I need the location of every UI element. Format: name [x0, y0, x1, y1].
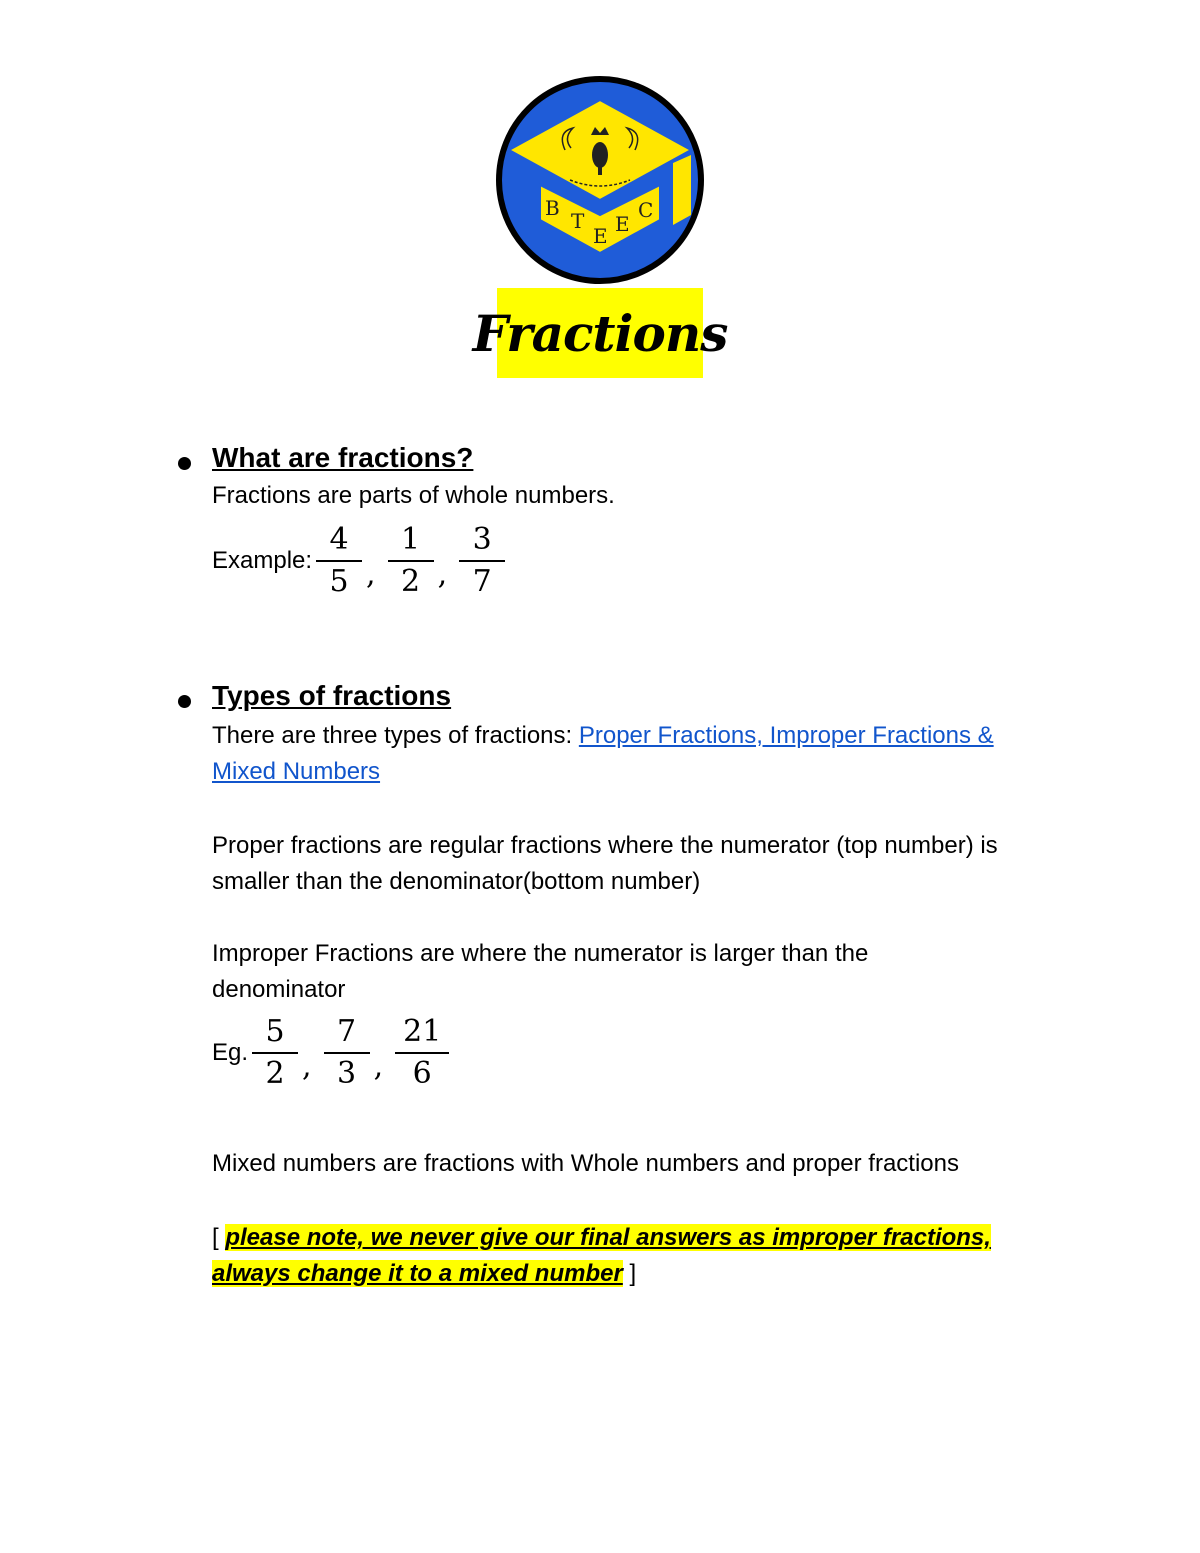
eg-label: Eg.: [212, 1039, 249, 1066]
note-close-bracket: ]: [622, 1260, 637, 1287]
improper-fractions-text: Improper Fractions are where the numerator is larger than the denominator: [212, 940, 869, 1003]
fraction: [252, 1012, 298, 1094]
section-intro-types: [212, 718, 1002, 790]
denominator: 6: [412, 1056, 432, 1091]
fraction: [316, 520, 362, 602]
section-heading-what: What are fractions?: [212, 442, 474, 473]
example-fractions: [212, 520, 505, 602]
numerator: 21: [395, 1012, 449, 1054]
intro-text: There are three types of fractions:: [212, 722, 579, 749]
types-link[interactable]: Proper Fractions, Improper Fractions & Mixed Numbers: [212, 722, 994, 785]
fraction: [395, 1012, 449, 1094]
denominator: 2: [265, 1056, 285, 1091]
logo-letter-b: B: [545, 196, 560, 220]
title-banner: [472, 288, 728, 378]
separator: ,: [366, 556, 376, 592]
btec-logo: [495, 75, 705, 285]
bullet-icon: [178, 695, 191, 708]
logo-letter-e2: E: [615, 212, 630, 236]
numerator: 1: [388, 520, 434, 562]
proper-fractions-text: Proper fractions are regular fractions where the numerator (top number) is smaller than the denominator(bottom number): [212, 832, 998, 895]
numerator: 3: [459, 520, 505, 562]
section-text-what: Fractions are parts of whole numbers.: [212, 482, 615, 509]
bullet-icon: [178, 457, 191, 470]
denominator: 2: [401, 564, 421, 599]
note-open-bracket: [: [212, 1224, 226, 1251]
separator: ,: [302, 1048, 312, 1084]
improper-examples: [212, 1012, 449, 1094]
example-label: Example:: [212, 547, 313, 574]
fraction: [388, 520, 434, 602]
denominator: 7: [472, 564, 492, 599]
note-highlight: please note, we never give our final answers as improper fractions, always change it to a mixed number: [212, 1224, 991, 1287]
separator: ,: [437, 556, 448, 592]
numerator: 7: [324, 1012, 370, 1054]
fraction: [459, 520, 505, 602]
improper-note: [212, 1220, 1052, 1292]
numerator: 4: [316, 520, 362, 562]
fraction: [324, 1012, 370, 1094]
numerator: 5: [252, 1012, 298, 1054]
logo-letter-e1: E: [593, 224, 608, 248]
logo-letter-t: T: [571, 209, 585, 233]
mixed-numbers-text: Mixed numbers are fractions with Whole numbers and proper fractions: [212, 1150, 959, 1177]
denominator: 3: [337, 1056, 357, 1091]
denominator: 5: [329, 564, 349, 599]
section-heading-types: Types of fractions: [212, 680, 452, 711]
separator: ,: [373, 1048, 384, 1084]
page-title: Fractions: [472, 303, 728, 363]
logo-letter-c: C: [638, 198, 654, 222]
